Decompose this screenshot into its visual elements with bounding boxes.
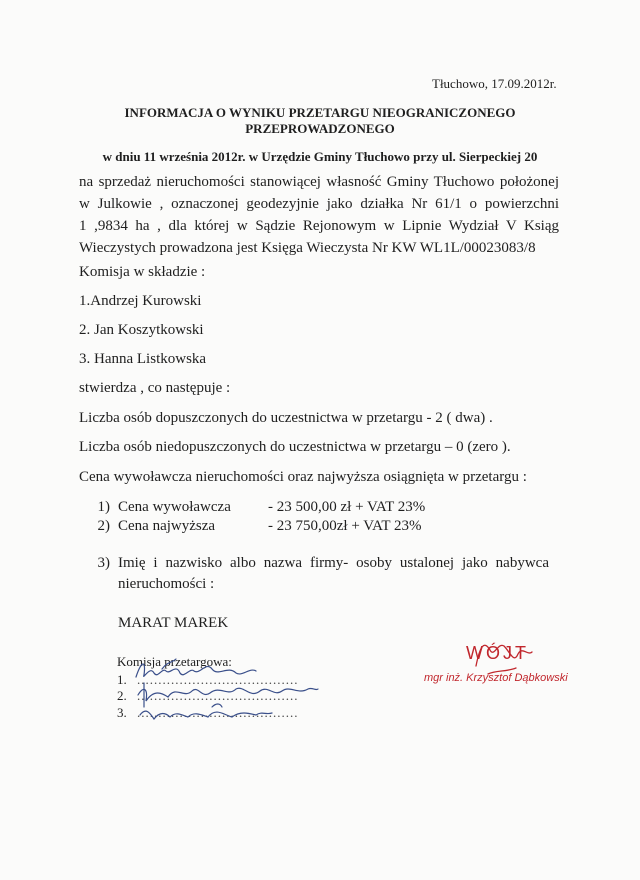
intro-line: 1 ,9834 ha , dla której w Sądzie Rejonowym w Lipnie Wydział V Ksiąg bbox=[79, 218, 559, 234]
sig-dots: ...................................... bbox=[137, 672, 299, 687]
title-line-1: INFORMACJA O WYNIKU PRZETARGU NIEOGRANICZONEGO bbox=[124, 105, 516, 120]
price-item-2 bbox=[88, 518, 421, 535]
item-label: Cena najwyższa bbox=[118, 518, 216, 534]
intro-line: na sprzedaż nieruchomości stanowiącej własność Gminy Tłuchowo położonej bbox=[79, 174, 559, 190]
buyer-item bbox=[88, 555, 549, 572]
sig-dots: ...................................... bbox=[137, 688, 299, 703]
item-number: 1) bbox=[97, 499, 110, 515]
buyer-name: MARAT MAREK bbox=[118, 615, 229, 631]
sig-number: 1. bbox=[117, 672, 127, 687]
item-label: Cena wywoławcza bbox=[118, 499, 231, 515]
sig-dots: ...................................... bbox=[137, 705, 299, 720]
item-value: - 23 750,00zł + VAT 23% bbox=[268, 518, 422, 534]
document-date: Tłuchowo, 17.09.2012r. bbox=[432, 76, 557, 91]
sig-number: 3. bbox=[117, 705, 127, 720]
committee-intro: Komisja w składzie : bbox=[79, 264, 206, 280]
committee-member: 3. Hanna Listkowska bbox=[79, 351, 207, 367]
price-item-1 bbox=[88, 499, 425, 516]
item-value: - 23 500,00 zł + VAT 23% bbox=[268, 499, 426, 515]
price-intro: Cena wywoławcza nieruchomości oraz najwyższa osiągnięta w przetargu : bbox=[79, 469, 527, 485]
states-line: stwierdza , co następuje : bbox=[79, 380, 231, 396]
handwritten-signatures bbox=[132, 655, 322, 727]
committee-member: 2. Jan Koszytkowski bbox=[79, 322, 204, 338]
admitted-count: Liczba osób dopuszczonych do uczestnictwa w przetargu - 2 ( dwa) . bbox=[79, 410, 493, 426]
title-line-2: PRZEPROWADZONEGO bbox=[245, 121, 395, 136]
buyer-item-cont: nieruchomości : bbox=[118, 576, 215, 592]
not-admitted-count: Liczba osób niedopuszczonych do uczestnictwa w przetargu – 0 (zero ). bbox=[79, 439, 511, 455]
sig-number: 2. bbox=[117, 688, 127, 703]
commission-label: Komisja przetargowa: bbox=[117, 654, 232, 669]
stamp-title: WÓJT bbox=[466, 643, 529, 663]
item-number: 3) bbox=[97, 555, 110, 571]
item-number: 2) bbox=[97, 518, 110, 534]
title-line-3: w dniu 11 września 2012r. w Urzędzie Gminy Tłuchowo przy ul. Sierpeckiej 20 bbox=[102, 149, 538, 164]
intro-paragraph bbox=[79, 171, 559, 259]
intro-line: Wieczystych prowadzona jest Księga Wieczysta Nr KW WL1L/00023083/8 bbox=[79, 240, 536, 256]
intro-line: w Julkowie , oznaczonej geodezyjnie jako działka Nr 61/1 o powierzchni bbox=[79, 196, 559, 212]
item-label: Imię i nazwisko albo nazwa firmy- osoby ustalonej jako nabywca bbox=[118, 555, 549, 571]
stamp-name: mgr inż. Krzysztof Dąbkowski bbox=[424, 672, 568, 684]
committee-member: 1.Andrzej Kurowski bbox=[79, 293, 202, 309]
